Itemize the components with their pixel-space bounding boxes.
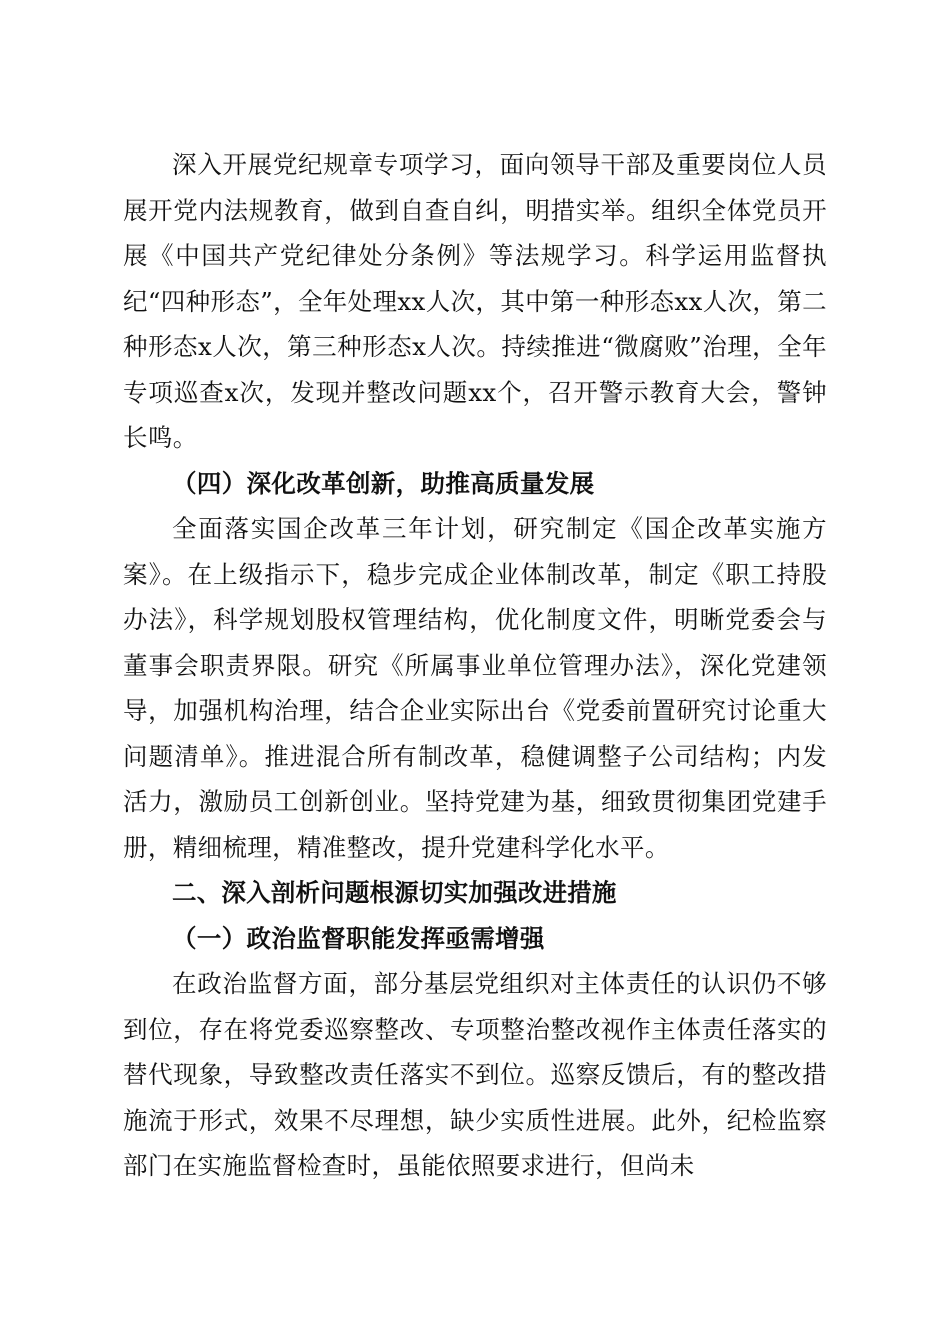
subheading-reform-innovation: （四）深化改革创新，助推高质量发展 <box>172 468 595 498</box>
document-body <box>123 142 827 1189</box>
subheading-political-supervision: （一）政治监督职能发挥亟需增强 <box>172 923 545 953</box>
paragraph-soe-reform: 全面落实国企改革三年计划，研究制定《国企改革实施方案》。在上级指示下，稳步完成企业体制改革，制定《职工持股办法》，科学规划股权管理结构，优化制度文件，明晰党委会与董事会职责界限。研究《所属事业单位管理办法》，深化党建领导，加强机构治理，结合企业实际出台《党委前置研究讨论重大问题清单》。推进混合所有制改革，稳健调整子公司结构；内发活力，激励员工创新创业。坚持党建为基，细致贯彻集团党建手册，精细梳理，精准整改，提升党建科学化水平。 <box>123 514 827 862</box>
paragraph-discipline-study: 深入开展党纪规章专项学习，面向领导干部及重要岗位人员展开党内法规教育，做到自查自纠，明措实举。组织全体党员开展《中国共产党纪律处分条例》等法规学习。科学运用监督执纪“四种形态”，全年处理xx人次，其中第一种形态xx人次，第二种形态x人次，第三种形态x人次。持续推进“微腐败”治理，全年专项巡查x次，发现并整改问题xx个，召开警示教育大会，警钟长鸣。 <box>123 150 827 452</box>
paragraph-political-supervision: 在政治监督方面，部分基层党组织对主体责任的认识仍不够到位，存在将党委巡察整改、专项整治整改视作主体责任落实的替代现象，导致整改责任落实不到位。巡察反馈后，有的整改措施流于形式，效果不尽理想，缺少实质性进展。此外，纪检监察部门在实施监督检查时，虽能依照要求进行，但尚未 <box>123 969 827 1180</box>
section-heading-problem-analysis: 二、深入剖析问题根源切实加强改进措施 <box>172 878 617 907</box>
